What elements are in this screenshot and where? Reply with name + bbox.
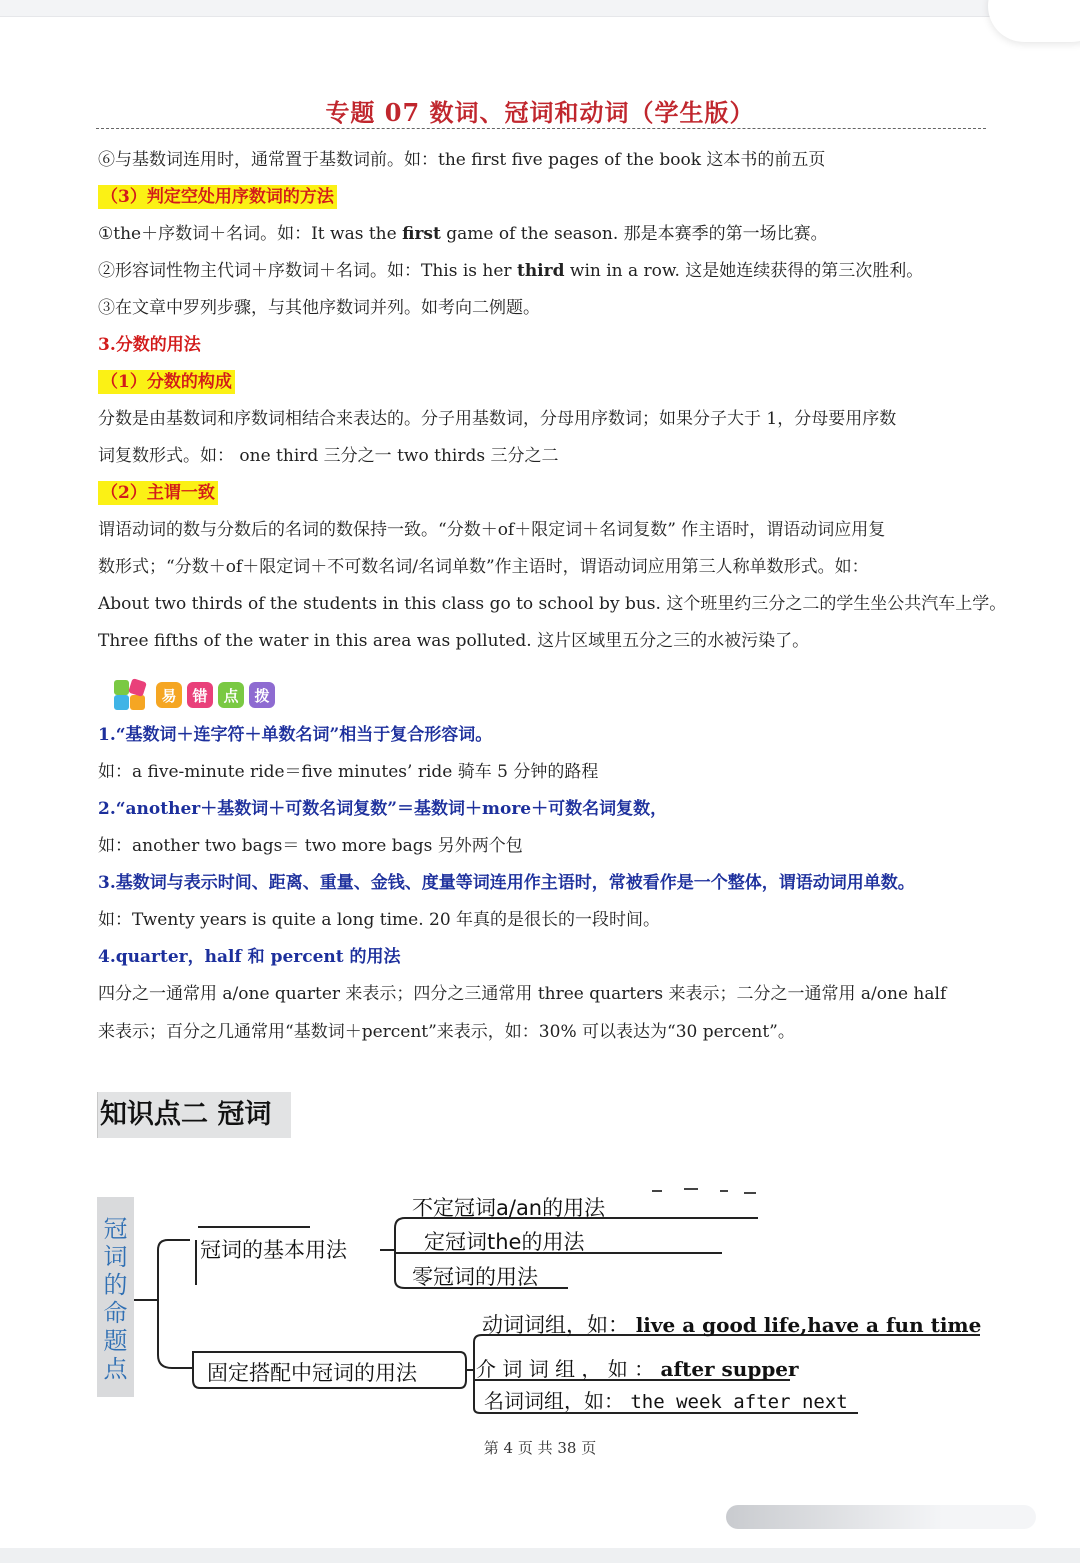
heading-2-text: （2）主谓一致: [98, 481, 218, 505]
tip-1-example: 如：a five-minute ride＝five minutes’ ride 骑车 5 分钟的路程: [98, 762, 599, 782]
mindmap-prep-phrase: [476, 1353, 799, 1382]
page-title: 专题 07 数词、冠词和动词（学生版）: [325, 98, 755, 127]
line-ordinal-2-bold: third: [516, 261, 565, 281]
agreement-line-1: 谓语动词的数与分数后的名词的数保持一致。“分数＋of＋限定词＋名词复数” 作主语时，谓语动词应用复: [98, 520, 886, 540]
line-ordinal-1-c: game of the season. 那是本赛季的第一场比赛。: [440, 224, 828, 244]
badge-char-3: 点: [218, 682, 244, 708]
example-line-1: About two thirds of the students in this class go to school by bus. 这个班里约三分之二的学生坐公共汽车上学。: [98, 594, 1007, 614]
heading-1-text: （1）分数的构成: [98, 370, 235, 394]
mindmap-branch-basic: 冠词的基本用法: [200, 1238, 347, 1262]
agreement-line-2: 数形式；“分数＋of＋限定词＋不可数名词/名词单数”作主语时，谓语动词应用第三人称单数形式。如：: [98, 557, 869, 577]
section-header: 知识点二 冠词: [97, 1092, 291, 1138]
example-line-2: Three fifths of the water in this area was polluted. 这片区域里五分之三的水被污染了。: [98, 631, 810, 651]
tip-1: 1.“基数词＋连字符＋单数名词”相当于复合形容词。: [98, 725, 493, 745]
mindmap-branch-fixed: 固定搭配中冠词的用法: [207, 1361, 417, 1385]
mindmap-root-text: 冠词的命题点: [103, 1215, 128, 1383]
scroll-indicator[interactable]: [726, 1505, 1036, 1529]
noun-phrase-label: 名词词组，如：: [484, 1389, 624, 1413]
tip-3: 3.基数词与表示时间、距离、重量、金钱、度量等词连用作主语时，常被看作是一个整体，谓语动词用单数。: [98, 873, 915, 893]
bottom-bar: [0, 1548, 1080, 1563]
prep-phrase-label: 介 词 词 组 ， 如 ：: [476, 1357, 655, 1381]
verb-phrase-example: live a good life,have a fun time: [635, 1313, 982, 1337]
line-ordinal-1-bold: first: [402, 224, 441, 244]
heading-3-text: （3）判定空处用序数词的方法: [98, 185, 337, 209]
prep-phrase-example: after supper: [660, 1357, 799, 1381]
line-6-cardinal: ⑥与基数词连用时，通常置于基数词前。如：the first five pages of the book 这本书的前五页: [98, 150, 826, 170]
mindmap-item-zero: 零冠词的用法: [412, 1265, 538, 1289]
mindmap-item-indefinite: 不定冠词a/an的用法: [412, 1196, 606, 1220]
mindmap-item-definite: 定冠词the的用法: [424, 1230, 585, 1254]
tip-3-example: 如：Twenty years is quite a long time. 20 年真的是很长的一段时间。: [98, 910, 661, 930]
fraction-line-2: 词复数形式。如： one third 三分之一 two thirds 三分之二: [98, 446, 559, 466]
decoration-dots: [652, 1188, 756, 1194]
badge-char-1: 易: [156, 682, 182, 708]
section-3-heading: 3.分数的用法: [98, 335, 201, 355]
badge-char-4: 拨: [249, 682, 275, 708]
fraction-line-1: 分数是由基数词和序数词相结合来表达的。分子用基数词，分母用序数词；如果分子大于 1，分母要用序数: [98, 409, 897, 429]
page-footer: 第 4 页 共 38 页: [483, 1439, 597, 1457]
mindmap-noun-phrase: [484, 1385, 848, 1414]
tip-4: 4.quarter，half 和 percent 的用法: [98, 947, 401, 967]
verb-phrase-label: 动词词组，如：: [482, 1313, 629, 1337]
tip-2: 2.“another＋基数词＋可数名词复数”＝基数词＋more＋可数名词复数，: [98, 799, 668, 819]
tip-4-line-1: 四分之一通常用 a/one quarter 来表示；四分之三通常用 three quarters 来表示；二分之一通常用 a/one half: [98, 984, 947, 1004]
line-ordinal-3: ③在文章中罗列步骤，与其他序数词并列。如考向二例题。: [98, 298, 540, 318]
badge-char-2: 错: [187, 682, 213, 708]
line-ordinal-2-c: win in a row. 这是她连续获得的第三次胜利。: [564, 261, 924, 281]
noun-phrase-example: the week after next: [630, 1391, 848, 1413]
tip-2-example: 如：another two bags＝ two more bags 另外两个包: [98, 836, 523, 856]
line-ordinal-2-a: ②形容词性物主代词＋序数词＋名词。如：This is her: [98, 261, 517, 281]
mindmap-verb-phrase: [482, 1309, 981, 1339]
tip-4-line-2: 来表示；百分之几通常用“基数词＋percent”来表示，如：30% 可以表达为“30 percent”。: [98, 1022, 795, 1042]
line-ordinal-1-a: ①the＋序数词＋名词。如：It was the: [98, 224, 403, 244]
